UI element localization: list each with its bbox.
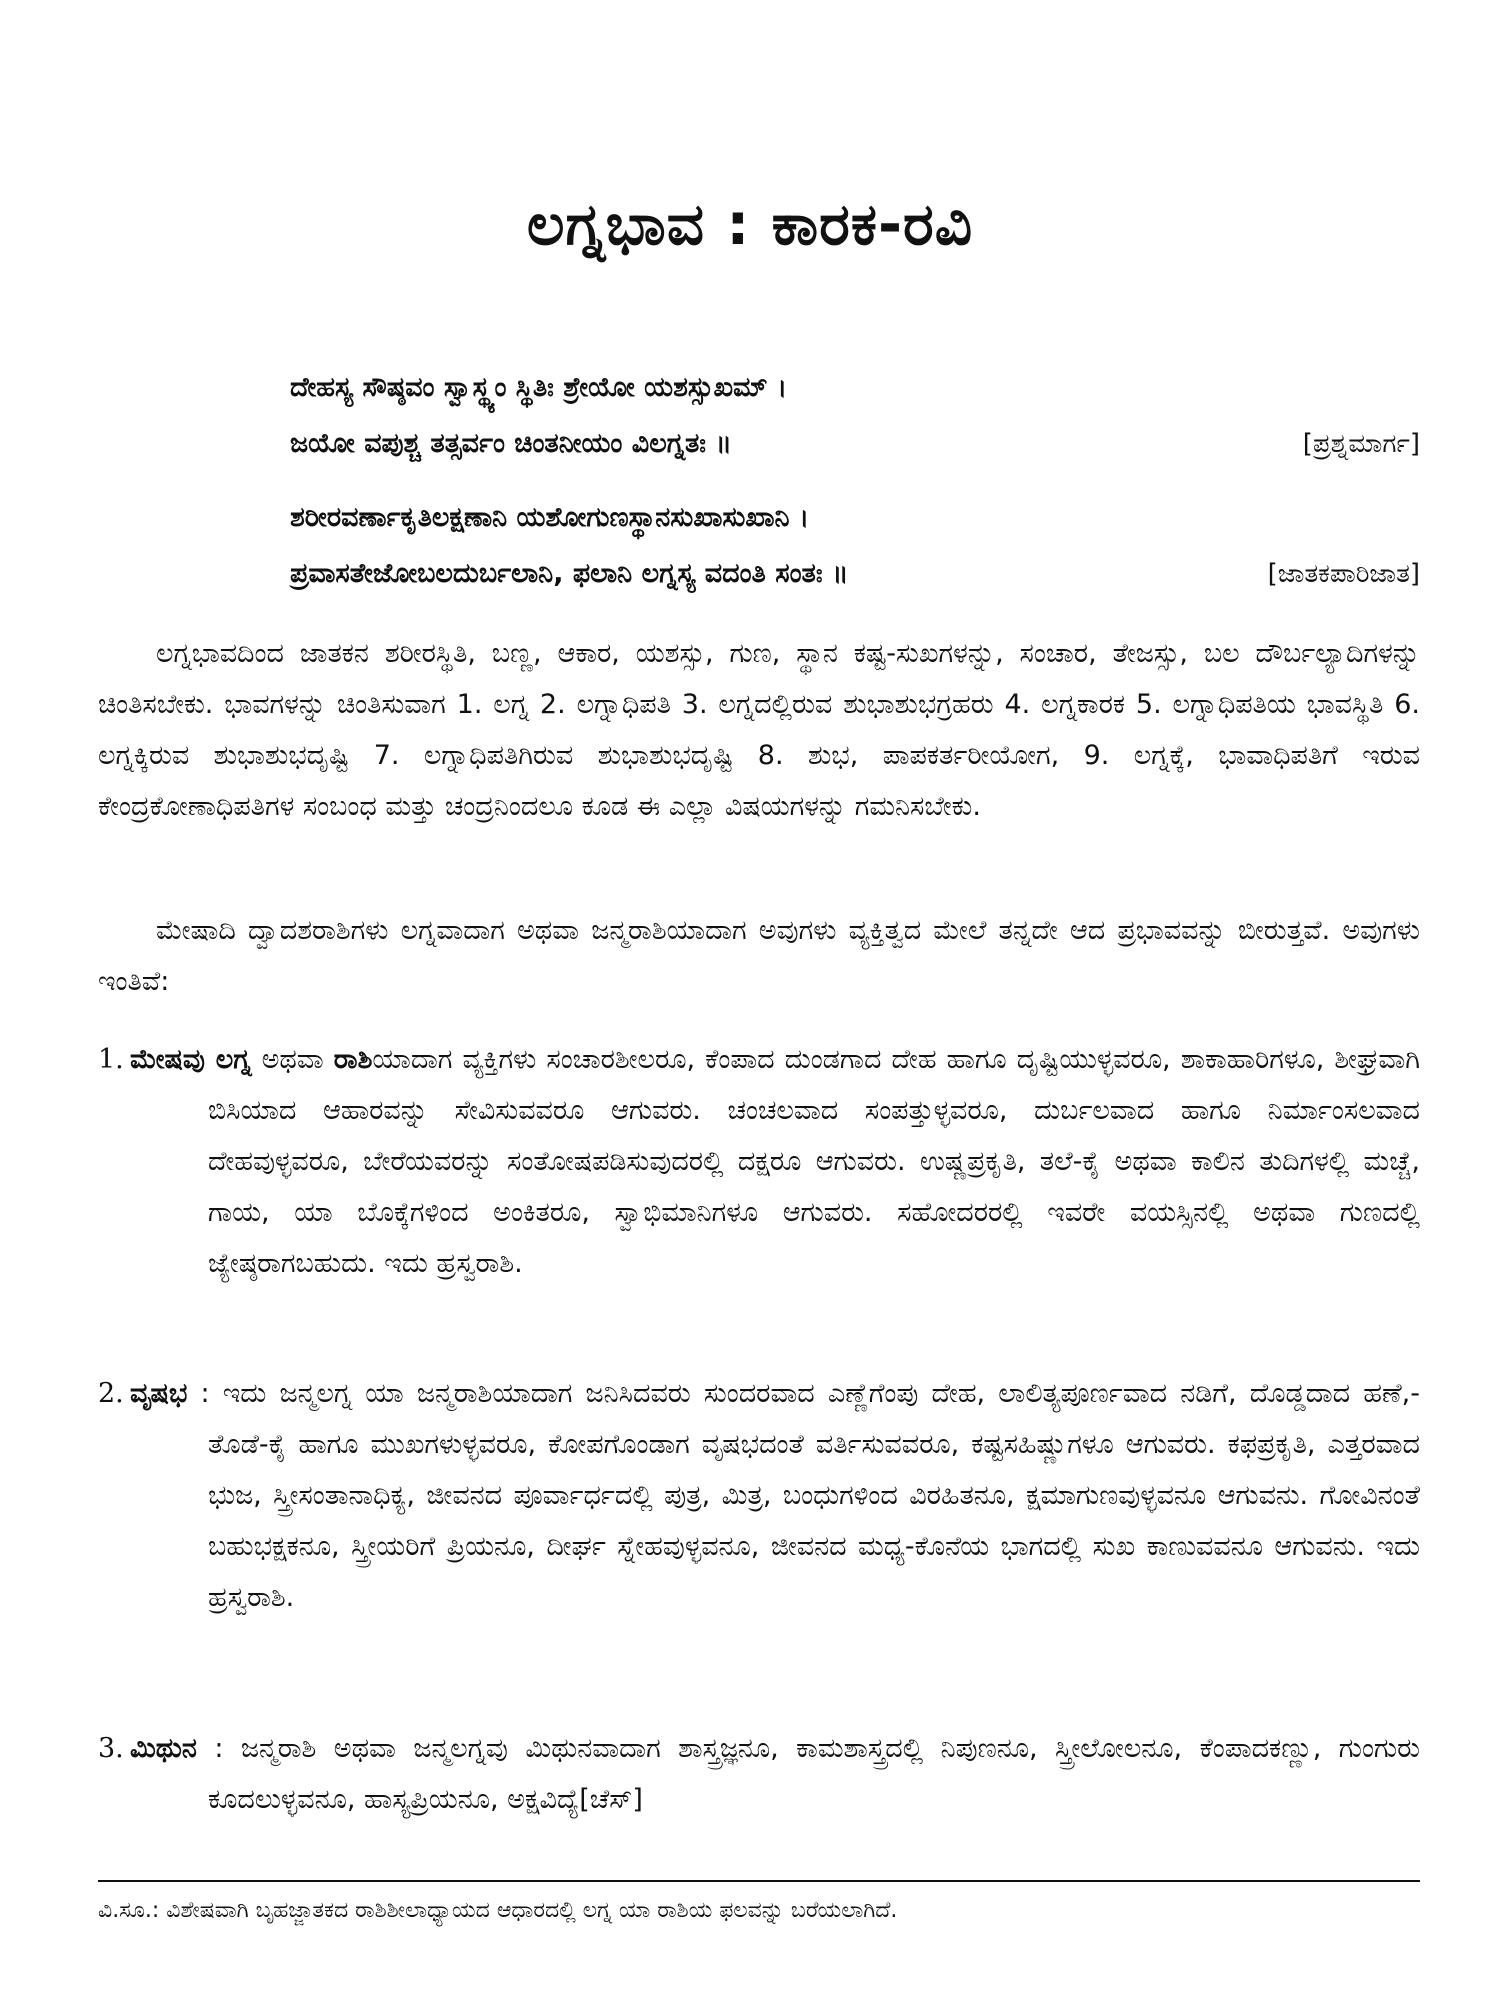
verse-text: ಪ್ರವಾಸತೇಜೋಬಲದುರ್ಬಲಾನಿ, ಫಲಾನಿ ಲಗ್ನಸ್ಯ ವದಂತಿ ಸಂತಃ ॥ (290, 558, 849, 589)
verse-line (290, 416, 1420, 472)
list-item-lead-2: ರಾಶಿ (333, 1044, 373, 1075)
verse-text: ದೇಹಸ್ಯ ಸೌಷ್ಠವಂ ಸ್ವಾಸ್ಥ್ಯಂ ಸ್ಥಿತಿಃ ಶ್ರೇಯೋ ಯಶಸ್ಸುಖಮ್ । (290, 372, 788, 403)
list-item-body (130, 1723, 1420, 1825)
verse-block-prashnamarga (290, 360, 1420, 472)
verse-text: ಶರೀರವರ್ಣಾಕೃತಿಲಕ್ಷಣಾನಿ ಯಶೋಗುಣಸ್ಥಾನಸುಖಾಸುಖಾನಿ । (290, 502, 810, 533)
body-paragraph: ಲಗ್ನಭಾವದಿಂದ ಜಾತಕನ ಶರೀರಸ್ಥಿತಿ, ಬಣ್ಣ, ಆಕಾರ, ಯಶಸ್ಸು, ಗುಣ, ಸ್ಥಾನ ಕಷ್ಟ-ಸುಖಗಳನ್ನು, ಸಂಚಾರ, ತೇಜಸ್ಸು, ಬಲ ದೌರ್ಬಲ್ಯಾದಿಗಳನ್ನು ಚಿಂತಿಸಬೇಕು. ಭಾವಗಳನ್ನು ಚಿಂತಿಸುವಾಗ 1. ಲಗ್ನ 2. ಲಗ್ನಾಧಿಪತಿ 3. ಲಗ್ನದಲ್ಲಿರುವ ಶುಭಾಶುಭಗ್ರಹರು 4. ಲಗ್ನಕಾರಕ 5. ಲಗ್ನಾಧಿಪತಿಯ ಭಾವಸ್ಥಿತಿ 6. ಲಗ್ನಕ್ಕಿರುವ ಶುಭಾಶುಭದೃಷ್ಟಿ 7. ಲಗ್ನಾಧಿಪತಿಗಿರುವ ಶುಭಾಶುಭದೃಷ್ಟಿ 8. ಶುಭ, ಪಾಪಕರ್ತರೀಯೋಗ, 9. ಲಗ್ನಕ್ಕೆ, ಭಾವಾಧಿಪತಿಗೆ ಇರುವ ಕೇಂದ್ರಕೋಣಾಧಿಪತಿಗಳ ಸಂಬಂಧ ಮತ್ತು ಚಂದ್ರನಿಂದಲೂ ಕೂಡ ಈ ಎಲ್ಲಾ ವಿಷಯಗಳನ್ನು ಗಮನಿಸಬೇಕು. (98, 638, 1420, 822)
list-item-text: : ಜನ್ಮರಾಶಿ ಅಥವಾ ಜನ್ಮಲಗ್ನವು ಮಿಥುನವಾದಾಗ ಶಾಸ್ತ್ರಜ್ಞನೂ, ಕಾಮಶಾಸ್ತ್ರದಲ್ಲಿ ನಿಪುಣನೂ, ಸ್ತ್ರೀಲೋಲನೂ, ಕೆಂಪಾದಕಣ್ಣು, ಗುಂಗುರು ಕೂದಲುಳ್ಳವನೂ, ಹಾಸ್ಯಪ್ರಿಯನೂ, ಅಕ್ಷವಿದ್ಯೆ[ಚೆಸ್] (196, 1733, 1420, 1815)
list-item-number: 3. (98, 1733, 124, 1764)
body-paragraph: ಮೇಷಾದಿ ದ್ವಾದಶರಾಶಿಗಳು ಲಗ್ನವಾದಾಗ ಅಥವಾ ಜನ್ಮರಾಶಿಯಾದಾಗ ಅವುಗಳು ವ್ಯಕ್ತಿತ್ವದ ಮೇಲೆ ತನ್ನದೇ ಆದ ಪ್ರಭಾವವನ್ನು ಬೀರುತ್ತವೆ. ಅವುಗಳು ಇಂತಿವೆ: (98, 915, 1420, 997)
list-item-number: 2. (98, 1378, 124, 1409)
verse-source: [ಜಾತಕಪಾರಿಜಾತ] (1267, 559, 1420, 589)
verse-line (290, 546, 1420, 602)
verse-block-jatakaparijata (290, 490, 1420, 602)
verse-text: ಜಯೋ ವಪುಶ್ಚ ತತ್ಸರ್ವಂ ಚಿಂತನೀಯಂ ವಿಲಗ್ನತಃ ॥ (290, 428, 732, 459)
list-item (98, 1368, 1420, 1623)
list-item-body (130, 1034, 1421, 1289)
chapter-title: ಲಗ್ನಭಾವ : ಕಾರಕ-ರವಿ (526, 190, 974, 258)
verse-line (290, 490, 1420, 546)
list-item-lead-connector: ಅಥವಾ (251, 1044, 334, 1075)
verse-source: [ಪ್ರಶ್ನಮಾರ್ಗ] (1302, 429, 1420, 459)
list-item-lead: ವೃಷಭ (130, 1378, 188, 1409)
list-item-lead: ಮಿಥುನ (130, 1733, 197, 1764)
footnote-divider (98, 1880, 1420, 1882)
list-item-number: 1. (98, 1044, 124, 1075)
list-item-body (130, 1368, 1420, 1623)
list-item-text: ಯಾದಾಗ ವ್ಯಕ್ತಿಗಳು ಸಂಚಾರಶೀಲರೂ, ಕೆಂಪಾದ ದುಂಡಗಾದ ದೇಹ ಹಾಗೂ ದೃಷ್ಟಿಯುಳ್ಳವರೂ, ಶಾಕಾಹಾರಿಗಳೂ, ಶೀಘ್ರವಾಗಿ ಬಿಸಿಯಾದ ಆಹಾರವನ್ನು ಸೇವಿಸುವವರೂ ಆಗುವರು. ಚಂಚಲವಾದ ಸಂಪತ್ತುಳ್ಳವರೂ, ದುರ್ಬಲವಾದ ಹಾಗೂ ನಿರ್ಮಾಂಸಲವಾದ ದೇಹವುಳ್ಳವರೂ, ಬೇರೆಯವರನ್ನು ಸಂತೋಷಪಡಿಸುವುದರಲ್ಲಿ ದಕ್ಷರೂ ಆಗುವರು. ಉಷ್ಣಪ್ರಕೃತಿ, ತಲೆ-ಕೈ ಅಥವಾ ಕಾಲಿನ ತುದಿಗಳಲ್ಲಿ ಮಚ್ಚೆ, ಗಾಯ, ಯಾ ಬೊಕ್ಕೆಗಳಿಂದ ಅಂಕಿತರೂ, ಸ್ವಾಭಿಮಾನಿಗಳೂ ಆಗುವರು. ಸಹೋದರರಲ್ಲಿ ಇವರೇ ವಯಸ್ಸಿನಲ್ಲಿ ಅಥವಾ ಗುಣದಲ್ಲಿ ಜ್ಯೇಷ್ಠರಾಗಬಹುದು. ಇದು ಹ್ರಸ್ವರಾಶಿ. (208, 1044, 1421, 1279)
verse-line (290, 360, 1420, 416)
list-item (98, 1723, 1420, 1825)
list-item (98, 1034, 1420, 1289)
list-item-text: : ಇದು ಜನ್ಮಲಗ್ನ ಯಾ ಜನ್ಮರಾಶಿಯಾದಾಗ ಜನಿಸಿದವರು ಸುಂದರವಾದ ಎಣ್ಣೆಗೆಂಪು ದೇಹ, ಲಾಲಿತ್ಯಪೂರ್ಣವಾದ ನಡಿಗೆ, ದೊಡ್ಡದಾದ ಹಣೆ,-ತೊಡೆ-ಕೈ ಹಾಗೂ ಮುಖಗಳುಳ್ಳವರೂ, ಕೋಪಗೊಂಡಾಗ ವೃಷಭದಂತೆ ವರ್ತಿಸುವವರೂ, ಕಷ್ಟಸಹಿಷ್ಣುಗಳೂ ಆಗುವರು. ಕಫಪ್ರಕೃತಿ, ಎತ್ತರವಾದ ಭುಜ, ಸ್ತ್ರೀಸಂತಾನಾಧಿಕ್ಯ, ಜೀವನದ ಪೂರ್ವಾರ್ಧದಲ್ಲಿ ಪುತ್ರ, ಮಿತ್ರ, ಬಂಧುಗಳಿಂದ ವಿರಹಿತನೂ, ಕ್ಷಮಾಗುಣವುಳ್ಳವನೂ ಆಗುವನು. ಗೋವಿನಂತೆ ಬಹುಭಕ್ಷಕನೂ, ಸ್ತ್ರೀಯರಿಗೆ ಪ್ರಿಯನೂ, ದೀರ್ಘ ಸ್ನೇಹವುಳ್ಳವನೂ, ಜೀವನದ ಮಧ್ಯ-ಕೊನೆಯ ಭಾಗದಲ್ಲಿ ಸುಖ ಕಾಣುವವನೂ ಆಗುವನು. ಇದು ಹ್ರಸ್ವರಾಶಿ. (187, 1378, 1420, 1613)
list-item-lead: ಮೇಷವು ಲಗ್ನ (130, 1044, 252, 1075)
footnote: ವಿ.ಸೂ.: ವಿಶೇಷವಾಗಿ ಬೃಹಜ್ಜಾತಕದ ರಾಶಿಶೀಲಾಧ್ಯಾಯದ ಆಧಾರದಲ್ಲಿ ಲಗ್ನ ಯಾ ರಾಶಿಯ ಫಲವನ್ನು ಬರೆಯಲಾಗಿದೆ. (98, 1898, 898, 1923)
